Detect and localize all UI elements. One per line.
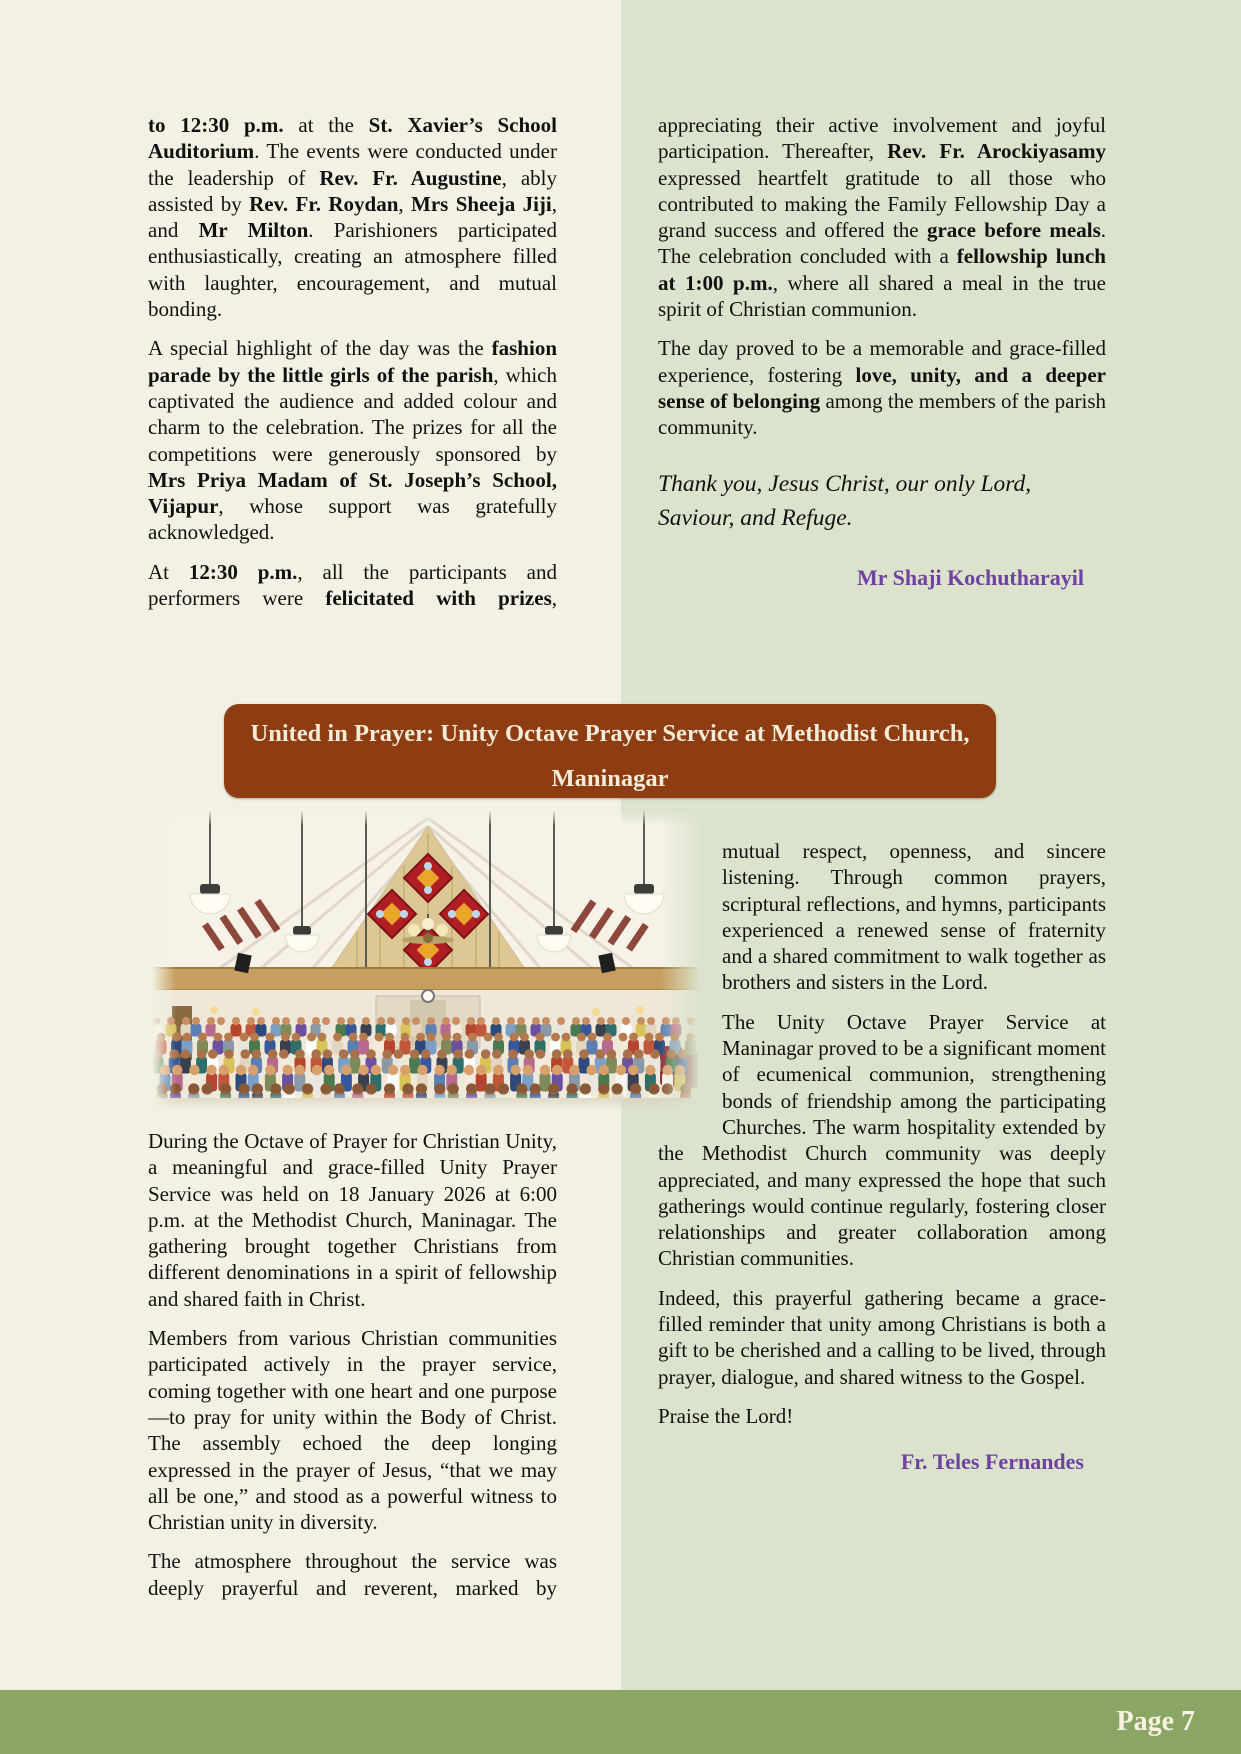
paragraph: to 12:30 p.m. at the St. Xavier’s School Auditorium. The events were conducted under the leadership of Rev. Fr. Augustine, ably assisted by Rev. Fr. Roydan, Mrs Sheeja Jiji, and Mr Milton. Parishioners participated enthusiastically, creating an atmosphere filled with laughter, encouragement, and mutual bonding. xyxy=(148,113,557,322)
photo-wrap-spacer xyxy=(658,838,722,1134)
section2-left-column xyxy=(148,1128,557,1614)
paragraph: Indeed, this prayerful gathering became a grace-filled reminder that unity among Christians is both a gift to be cherished and a calling to be lived, through prayer, dialogue, and shared witness to the Gospel. xyxy=(658,1285,1106,1389)
paragraph: A special highlight of the day was the fashion parade by the little girls of the parish, which captivated the audience and added colour and charm to the celebration. The prizes for all the competitions were generously sponsored by Mrs Priya Madam of St. Joseph’s School, Vijapur, whose support was gratefully acknowledged. xyxy=(148,336,557,545)
author-signature: Mr Shaji Kochutharayil xyxy=(857,564,1084,590)
page-number: Page 7 xyxy=(1116,1706,1195,1737)
paragraph: At 12:30 p.m., all the participants and performers were felicitated with prizes, xyxy=(148,559,557,611)
paragraph: mutual respect, openness, and sincere listening. Through common prayers, scriptural reflections, and hymns, participants experienced a renewed sense of fraternity and a shared commitment to walk together as brothers and sisters in the Lord. xyxy=(722,839,1106,995)
church-interior-illustration xyxy=(152,810,700,1110)
article-title-banner xyxy=(224,704,996,798)
paragraph: Members from various Christian communities participated actively in the prayer service, coming together with one heart and one purpose—to pray for unity within the Body of Christ. The assembly echoed the deep longing expressed in the prayer of Jesus, “that we may all be one,” and stood as a powerful witness to Christian unity in diversity. xyxy=(148,1326,557,1535)
section2-right-column xyxy=(658,838,1106,1489)
paragraph: The day proved to be a memorable and grace-filled experience, fostering love, unity, and a deeper sense of belonging among the members of the parish community. xyxy=(658,336,1106,440)
section1-left-column xyxy=(148,112,557,624)
paragraph: The Unity Octave Prayer Service at Maninagar proved to be a significant moment of ecumenical communion, strengthening bonds of friendship among the participating Churches. The warm hospitality extended by the Methodist Church community was deeply appreciated, and many expressed the hope that such gatherings would continue regularly, fostering closer relationships and greater collaboration among Christian communities. xyxy=(658,1009,1106,1271)
paragraph: The atmosphere throughout the service was deeply prayerful and reverent, marked by xyxy=(148,1549,557,1600)
section1-right-column xyxy=(658,112,1106,604)
article-title-line2: Maninagar xyxy=(551,765,669,792)
page-footer xyxy=(0,1690,1241,1754)
paragraph: appreciating their active involvement and joyful participation. Thereafter, Rev. Fr. Arockiyasamy expressed heartfelt gratitude to all those who contributed to making the Family Fellowship Day a grand success and offered the grace before meals. The celebration concluded with a fellowship lunch at 1:00 p.m., where all shared a meal in the true spirit of Christian communion. xyxy=(658,113,1106,322)
paragraph: Praise the Lord! xyxy=(658,1403,794,1428)
author-signature: Fr. Teles Fernandes xyxy=(900,1449,1084,1475)
congregation-photo xyxy=(152,810,700,1110)
paragraph: During the Octave of Prayer for Christian Unity, a meaningful and grace-filled Unity Prayer Service was held on 18 January 2026 at 6:00 p.m. at the Methodist Church, Maninagar. The gathering brought together Christians from different denominations in a spirit of fellowship and shared faith in Christ. xyxy=(148,1129,557,1311)
article-title-line1: United in Prayer: Unity Octave Prayer Service at Methodist Church, xyxy=(250,720,970,747)
closing-prayer-line: Thank you, Jesus Christ, our only Lord, Saviour, and Refuge. xyxy=(658,470,1032,531)
